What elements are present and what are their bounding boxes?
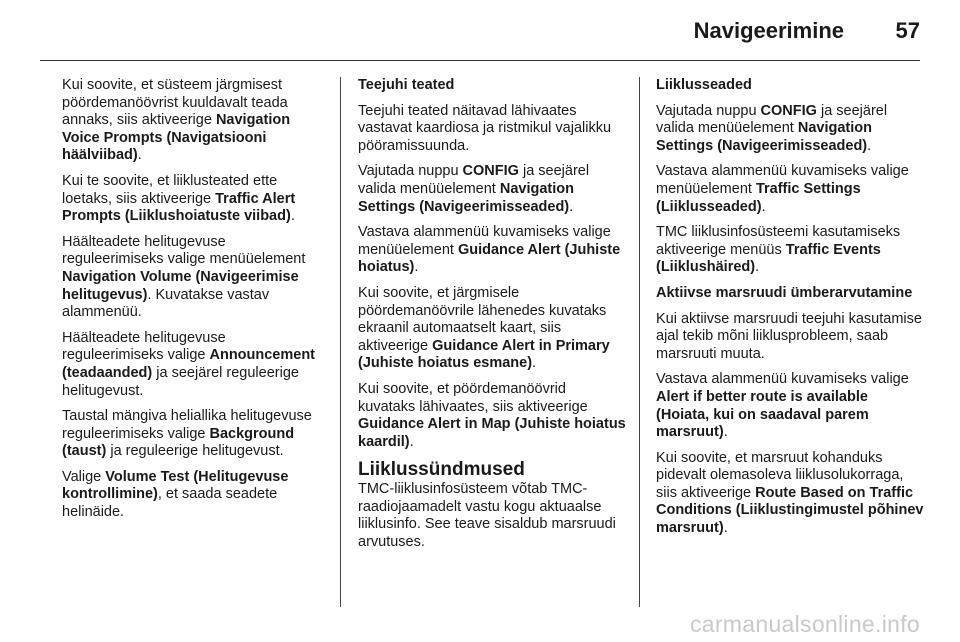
- text-run: Liiklussündmused: [358, 459, 525, 481]
- header-rule: [40, 60, 920, 61]
- page-header: [0, 0, 960, 60]
- menu-term: Background (taust): [62, 425, 295, 460]
- body-paragraph: [62, 408, 324, 461]
- body-paragraph: [656, 311, 924, 364]
- text-run: Häälteadete helitugevuse reguleerimiseks valige menüüelement: [62, 233, 306, 268]
- text-run: Vastava alammenüü kuvamiseks valige menüüelement: [656, 163, 909, 197]
- section-heading: [656, 77, 924, 95]
- menu-term: Announcement (teadaanded): [62, 347, 316, 381]
- text-run: ja seejärel valida menüüelement: [656, 102, 888, 137]
- body-paragraph: [656, 371, 924, 441]
- body-paragraph: [358, 163, 626, 216]
- body-paragraph: [358, 285, 626, 373]
- menu-term: Guidance Alert (Juhiste hoiatus): [358, 241, 621, 276]
- text-run: TMC liiklusinfosüsteemi kasutamiseks aktiveerige menüüs: [656, 224, 901, 258]
- body-paragraph: [358, 224, 626, 277]
- menu-term: Navigation Settings (Navigeerimisseaded): [358, 180, 574, 215]
- text-run: ja reguleerige helitugevust.: [106, 443, 284, 460]
- body-paragraph: [656, 450, 924, 538]
- text-run: Teejuhi teated näitavad lähivaates vastavat kaardiosa ja ristmikul vajalikku pööramissuunda.: [358, 102, 612, 154]
- text-run: TMC-liiklusinfosüsteem võtab TMC-raadiojaamadelt vastu kogu aktuaalse liiklusinfo. See teave sisaldub marsruudi arvutuses.: [358, 481, 616, 551]
- text-run: Vastava alammenüü kuvamiseks valige menüüelement: [358, 224, 611, 258]
- text-run: ja seejärel valida menüüelement: [358, 163, 590, 197]
- menu-term: Volume Test (Helitugevuse kontrollimine): [62, 468, 289, 503]
- text-run: Kui soovite, et järgmisele pöördemanöövrile lähenedes kuvataks ekraanil automaatselt kaart, siis aktiveerige: [358, 284, 607, 354]
- menu-term: CONFIG: [760, 102, 817, 119]
- text-run: Kui soovite, et pöördemanöövrid kuvataks lähivaates, siis aktiveerige: [358, 380, 588, 415]
- text-column-right: [656, 77, 924, 546]
- text-run: .: [761, 198, 766, 215]
- watermark-text: carmanualsonline.info: [689, 611, 920, 637]
- menu-term: Navigation Settings (Navigeerimisseaded): [656, 120, 872, 154]
- menu-term: CONFIG: [462, 163, 519, 180]
- body-paragraph: [62, 330, 324, 400]
- column-divider: [340, 77, 341, 607]
- body-paragraph: [656, 224, 924, 277]
- menu-term: Guidance Alert in Primary (Juhiste hoiatus esmane): [358, 337, 610, 372]
- text-column-middle: [358, 77, 626, 560]
- text-run: .: [532, 355, 537, 372]
- text-run: .: [867, 137, 872, 154]
- text-run: Taustal mängiva heliallika helitugevuse reguleerimiseks valige: [62, 408, 312, 442]
- text-run: .: [569, 198, 574, 215]
- body-paragraph: [358, 481, 626, 551]
- text-run: Kui soovite, et süsteem järgmisest pöördemanöövrist kuuldavalt teada annaks, siis aktiveerige: [62, 77, 288, 129]
- menu-term: Guidance Alert in Map (Juhiste hoiatus kaardil): [358, 416, 626, 450]
- text-run: Valige: [62, 468, 106, 485]
- text-column-left: [62, 77, 324, 530]
- section-heading: [358, 77, 626, 95]
- text-run: . Kuvatakse vastav alammenüü.: [62, 286, 270, 321]
- menu-term: Alert if better route is available (Hoiata, kui on saadaval parem marsruut): [656, 388, 869, 441]
- text-run: Teejuhi teated: [358, 77, 455, 93]
- menu-term: Traffic Alert Prompts (Liiklushoiatuste viibad): [62, 190, 296, 225]
- text-run: Häälteadete helitugevuse reguleerimiseks valige: [62, 329, 226, 364]
- menu-term: Traffic Settings (Liiklusseaded): [656, 180, 861, 215]
- menu-term: Navigation Volume (Navigeerimise helitugevus): [62, 268, 299, 303]
- section-heading: [358, 459, 626, 481]
- text-run: .: [290, 208, 295, 225]
- menu-term: Navigation Voice Prompts (Navigatsiooni häälviibad): [62, 112, 291, 164]
- body-paragraph: [62, 77, 324, 165]
- body-paragraph: [656, 163, 924, 216]
- text-run: Kui aktiivse marsruudi teejuhi kasutamise ajal tekib mõni liiklusprobleem, saab marsruuti muuta.: [656, 310, 922, 362]
- text-run: .: [409, 433, 414, 450]
- body-paragraph: [62, 234, 324, 322]
- body-paragraph: [656, 103, 924, 156]
- menu-term: Traffic Events (Liiklushäired): [656, 241, 881, 276]
- text-run: .: [723, 424, 728, 441]
- page-title: Navigeerimine: [693, 18, 844, 43]
- body-paragraph: [358, 103, 626, 156]
- text-run: .: [137, 147, 142, 164]
- text-run: Kui te soovite, et liiklusteated ette loetaks, siis aktiveerige: [62, 172, 278, 207]
- text-run: Vastava alammenüü kuvamiseks valige: [656, 371, 909, 388]
- page-number: 57: [895, 18, 920, 43]
- menu-term: Route Based on Traffic Conditions (Liiklustingimustel põhinev marsruut): [656, 484, 924, 537]
- text-run: , et saada seadete helinäide.: [62, 486, 278, 521]
- section-heading: [656, 285, 924, 303]
- text-run: Kui soovite, et marsruut kohanduks pidevalt olemasoleva liiklusolukorraga, siis aktiveerige: [656, 449, 904, 501]
- column-divider: [639, 77, 640, 607]
- body-paragraph: [358, 381, 626, 451]
- text-run: Vajutada nuppu: [656, 102, 761, 119]
- body-paragraph: [62, 469, 324, 522]
- text-run: .: [414, 259, 419, 276]
- text-run: .: [755, 259, 760, 276]
- text-run: ja seejärel reguleerige helitugevust.: [62, 364, 299, 399]
- text-run: Aktiivse marsruudi ümberarvutamine: [656, 284, 913, 301]
- text-run: Vajutada nuppu: [358, 163, 463, 180]
- text-run: .: [723, 520, 728, 537]
- text-run: Liiklusseaded: [656, 77, 752, 93]
- body-paragraph: [62, 173, 324, 226]
